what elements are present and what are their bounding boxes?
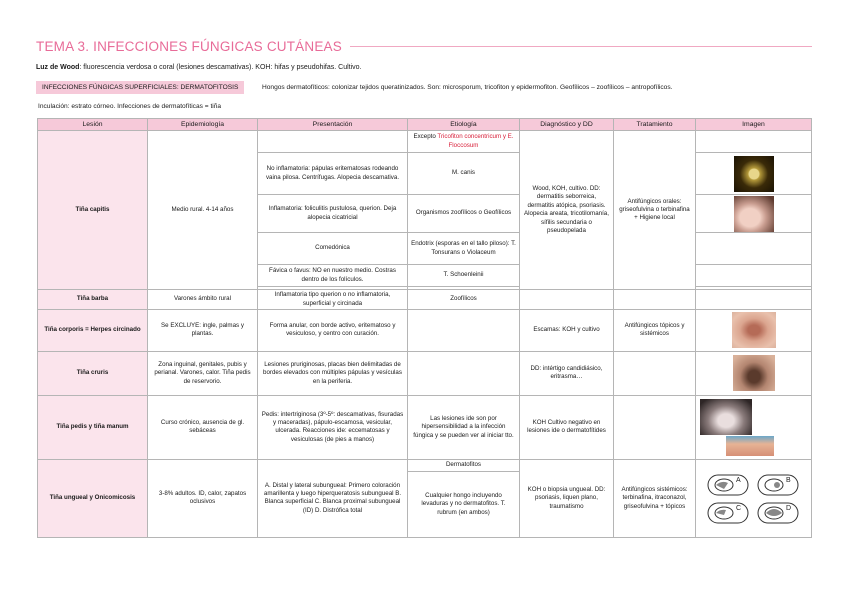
epi-pedis: Curso crónico, ausencia de gl. sebáceas <box>148 395 258 459</box>
scalp-lesion-photo <box>734 196 774 232</box>
epi-corporis: Se EXCLUYE: ingle, palmas y plantas. <box>148 309 258 351</box>
title-row <box>36 36 812 56</box>
inoculation-note: Inculación: estrato córneo. Infecciones de dermatofíticas = tiña <box>38 103 222 110</box>
pres-capitis-empty <box>258 131 408 153</box>
etio-capitis-exception <box>408 131 520 153</box>
title-divider <box>350 46 812 47</box>
table-row <box>38 351 812 395</box>
table-row <box>38 131 812 153</box>
nail-types-diagram <box>702 467 806 529</box>
table-header-row <box>38 119 812 131</box>
nail-label-a: A <box>735 477 741 485</box>
groin-lesion-photo <box>733 355 775 391</box>
lesion-cruris: Tiña cruris <box>38 351 148 395</box>
etio-capitis-schoenleinii: T. Schoenleinii <box>408 265 520 287</box>
img-capitis-empty-2 <box>696 233 812 265</box>
img-ungueal <box>696 459 812 537</box>
section-description: Hongos dermatofíticos: colonizar tejidos queratinizados. Son: microsporum, tricofiton y epidermofiton. Geofílicos – zoofílicos – antropofílicos. <box>262 84 673 91</box>
img-corporis <box>696 309 812 351</box>
img-capitis-empty <box>696 131 812 153</box>
nail-a <box>708 475 748 495</box>
img-capitis-culture <box>696 153 812 195</box>
epi-capitis: Medio rural. 4-14 años <box>148 131 258 290</box>
img-capitis-empty-3 <box>696 265 812 287</box>
lesion-barba: Tiña barba <box>38 290 148 310</box>
nail-label-d: D <box>785 505 791 513</box>
pres-pedis: Pedis: intertriginosa (3º-5º: descamativas, fisuradas y maceradas), pápulo-escamosa, vesicular, ulcerada. Reacciones ide: eccematosas y vesiculosas (de pies a manos) <box>258 395 408 459</box>
diag-cruris: DD: intértigo candidiásico, eritrasma… <box>520 351 614 395</box>
pres-corporis: Forma anular, con borde activo, eritematoso y vesiculoso, y centro con curación. <box>258 309 408 351</box>
trat-capitis: Antifúngicos orales: griseofulvina o terbinafina + Higiene local <box>614 131 696 290</box>
lesion-pedis: Tiña pedis y tiña manum <box>38 395 148 459</box>
hand-photo <box>726 436 774 456</box>
header-diagnosis: Diagnóstico y DD <box>520 119 614 131</box>
epi-barba: Varones ámbito rural <box>148 290 258 310</box>
nail-c <box>708 503 748 523</box>
epi-ungueal: 3-8% adultos. ID, calor, zapatos oclusivos <box>148 459 258 537</box>
etio-barba: Zoofílicos <box>408 290 520 310</box>
pres-cruris: Lesiones pruriginosas, placas bien delimitadas de bordes elevados con múltiples pápulas y vesículas en la periferia. <box>258 351 408 395</box>
table-row <box>38 290 812 310</box>
etio-capitis-endothrix: Endotrix (esporas en el tallo piloso): T. Tonsurans o Violaceum <box>408 233 520 265</box>
dermatophytosis-table <box>37 118 812 538</box>
etio-pedis: Las lesiones ide son por hipersensibilidad a la infección fúngica y se pueden ver al iniciar tto. <box>408 395 520 459</box>
diag-capitis: Wood, KOH, cultivo. DD: dermatitis seborreica, dermatitis atópica, psoriasis. Alopecia areata, tricotilomanía, sífilis secundaria o pseudopelada <box>520 131 614 290</box>
pres-capitis-comedonic: Comedónica <box>258 233 408 265</box>
wood-light-note <box>36 64 362 71</box>
lesion-capitis: Tiña capitis <box>38 131 148 290</box>
section-tag: INFECCIONES FÚNGICAS SUPERFICIALES: DERMATOFITOSIS <box>36 81 244 94</box>
pres-capitis-inflammatory: Inflamatoria: foliculitis pustulosa, querion. Deja alopecia cicatricial <box>258 195 408 233</box>
trat-ungueal: Antifúngicos sistémicos: terbinafina, itraconazol, griseofulvina + tópicos <box>614 459 696 537</box>
pres-capitis-noninflammatory: No inflamatoria: pápulas eritematosas rodeando vaina pilosa. Centrífugas. Alopecia descamativa. <box>258 153 408 195</box>
diag-ungueal: KOH o biopsia ungueal. DD: psoriasis, liquen plano, traumatismo <box>520 459 614 537</box>
etio-capitis-zoophilic: Organismos zoofílicos o Geofílicos <box>408 195 520 233</box>
etio-ungueal: Cualquier hongo incluyendo levaduras y no dermatofitos. T. rubrum (en ambos) <box>408 471 520 537</box>
pres-capitis-favus: Fávica o favus: NO en nuestro medio. Costras dentro de los folículos. <box>258 265 408 287</box>
fungus-culture-photo <box>734 156 774 192</box>
etio-exception-red: Tricofiton concentricum y E. Floccosum <box>437 133 514 149</box>
table-row <box>38 395 812 459</box>
etio-capitis-mcanis: M. canis <box>408 153 520 195</box>
header-lesion: Lesión <box>38 119 148 131</box>
foot-interdigital-photo <box>700 399 752 435</box>
nail-label-b: B <box>785 477 791 485</box>
epi-cruris: Zona inguinal, genitales, pubis y perianal. Varones, calor. Tiña pedis de reservorio. <box>148 351 258 395</box>
pres-ungueal: A. Distal y lateral subungueal: Primero coloración amarillenta y luego hiperqueratosis subungueal B. Blanca superficial C. Blanca proximal subungueal (ID) D. Distrófica total <box>258 459 408 537</box>
img-capitis-scalp <box>696 195 812 233</box>
diag-pedis: KOH Cultivo negativo en lesiones ide o dermatofítides <box>520 395 614 459</box>
nail-label-c: C <box>735 505 741 513</box>
header-etiology: Etiología <box>408 119 520 131</box>
pres-barba: Inflamatoria tipo querion o no inflamatoria, superficial y circinada <box>258 290 408 310</box>
table-row <box>38 309 812 351</box>
etio-ungueal-head: Dermatofitos <box>408 459 520 471</box>
wood-light-text: : fluorescencia verdosa o coral (lesiones descamativas). KOH: hifas y pseudohifas. Cultivo. <box>79 64 362 71</box>
header-epidemiology: Epidemiología <box>148 119 258 131</box>
lesion-ungueal: Tiña ungueal y Onicomicosis <box>38 459 148 537</box>
body-skin-lesion-photo <box>732 312 776 348</box>
img-cruris <box>696 351 812 395</box>
wood-light-label: Luz de Wood <box>36 64 80 71</box>
header-presentation: Presentación <box>258 119 408 131</box>
diag-corporis: Escamas: KOH y cultivo <box>520 309 614 351</box>
header-image: Imagen <box>696 119 812 131</box>
table-row <box>38 459 812 471</box>
lesion-corporis: Tiña corporis = Herpes circinado <box>38 309 148 351</box>
img-pedis <box>696 395 812 459</box>
pedis-images <box>696 396 811 458</box>
etio-exception-pre: Excepto <box>413 133 438 141</box>
trat-corporis: Antifúngicos tópicos y sistémicos <box>614 309 696 351</box>
page-title: TEMA 3. INFECCIONES FÚNGICAS CUTÁNEAS <box>36 38 342 54</box>
header-treatment: Tratamiento <box>614 119 696 131</box>
